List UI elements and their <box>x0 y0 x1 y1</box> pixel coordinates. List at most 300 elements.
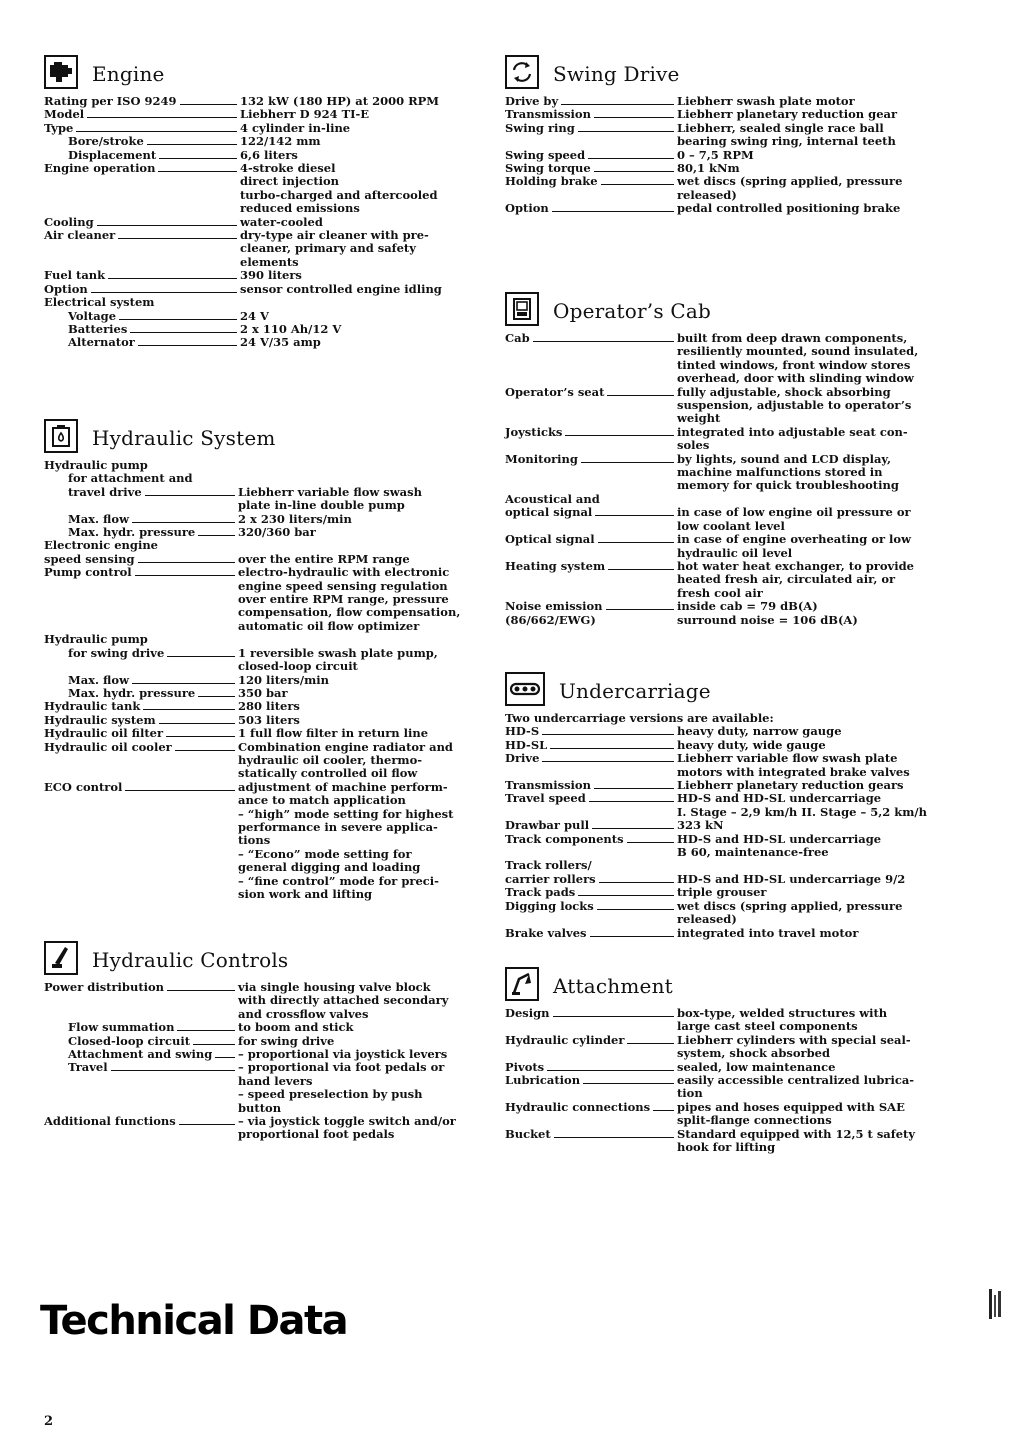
spec-label: Model <box>44 107 85 122</box>
attachment-title: Attachment <box>553 974 673 998</box>
spec-row <box>505 779 975 792</box>
spec-row <box>44 459 494 472</box>
spec-value: 24 V/35 amp <box>240 335 321 350</box>
spec-label: Alternator <box>68 335 135 350</box>
leader-line <box>627 833 674 843</box>
spec-label: Type <box>44 120 74 135</box>
spec-label: HD-S <box>505 724 540 739</box>
spec-row <box>505 1128 975 1155</box>
leader-line <box>554 1128 674 1138</box>
spec-row <box>505 739 975 752</box>
spec-label: Hydraulic pump <box>44 632 148 647</box>
spec-label: Design <box>505 1006 550 1020</box>
leader-line <box>597 900 674 910</box>
spec-value: hot water heat exchanger, to provide heated fresh air, circulated air, or fresh cool air <box>677 558 914 600</box>
spec-row <box>505 122 975 149</box>
spec-row <box>505 1007 975 1034</box>
spec-label: Transmission <box>505 107 591 122</box>
spec-value: 24 V <box>240 308 269 323</box>
cab-icon <box>505 292 539 326</box>
spec-row <box>44 135 494 148</box>
leader-line <box>167 647 235 657</box>
spec-row <box>505 560 975 600</box>
spec-label: Drive <box>505 751 540 766</box>
swing-drive-specs <box>505 95 975 216</box>
hydraulic-system-specs <box>44 459 494 901</box>
spec-value: 0 – 7,5 RPM <box>677 147 754 162</box>
hydraulic-system-header <box>44 409 494 455</box>
spec-label-wrap <box>44 1021 238 1034</box>
spec-value: triple grouser <box>677 885 767 900</box>
spec-label-wrap <box>505 453 677 493</box>
spec-value: easily accessible centralized lubrica- tion <box>677 1073 915 1101</box>
spec-value: 2 x 230 liters/min <box>238 511 352 526</box>
leader-line <box>108 269 237 279</box>
spec-value: built from deep drawn components, resiliently mounted, sound insulated, tinted windows, front window stores overhead, door with slinding window <box>677 331 919 386</box>
spec-value: Liebherr, sealed single race ball bearing swing ring, internal teeth <box>677 120 896 149</box>
leader-line <box>533 332 674 342</box>
spec-label: Cooling <box>44 214 94 229</box>
spec-value: Liebherr planetary reduction gears <box>677 778 904 793</box>
spec-row <box>505 175 975 202</box>
spec-row <box>44 741 494 781</box>
spec-label: Cab <box>505 331 530 345</box>
spec-row <box>44 216 494 229</box>
spec-label-wrap <box>505 1074 677 1101</box>
spec-label: for attachment and <box>68 471 193 486</box>
spec-label: Flow summation <box>68 1020 175 1035</box>
leader-line <box>590 927 675 937</box>
leader-line <box>138 553 235 563</box>
spec-value: surround noise = 106 dB(A) <box>677 612 858 627</box>
spec-value: 4 cylinder in-line <box>240 120 351 135</box>
spec-label-wrap <box>505 752 677 779</box>
spec-label-wrap <box>505 900 677 927</box>
spec-value: HD-S and HD-SL undercarriage I. Stage – 2,9 km/h II. Stage – 5,2 km/h <box>677 791 927 819</box>
undercarriage-header <box>505 662 975 708</box>
spec-label-wrap <box>505 927 677 940</box>
leader-line <box>589 792 674 802</box>
spec-value: 1 reversible swash plate pump, closed-loop circuit <box>238 645 438 674</box>
spec-label: Hydraulic system <box>44 712 156 727</box>
spec-label-wrap <box>44 647 238 674</box>
attachment-section <box>505 957 975 1154</box>
spec-label-wrap <box>505 493 677 506</box>
engine-section <box>44 45 494 375</box>
spec-row <box>44 283 494 296</box>
spec-row <box>505 886 975 899</box>
boom-arm-icon <box>505 967 539 1001</box>
spec-value: fully adjustable, shock absorbing suspension, adjustable to operator’s weight <box>677 384 912 426</box>
spec-label-wrap <box>505 725 677 738</box>
spec-label: Brake valves <box>505 925 587 940</box>
undercarriage-intro: Two undercarriage versions are available: <box>505 711 774 725</box>
spec-row <box>44 229 494 269</box>
spec-label-wrap <box>44 727 238 740</box>
spec-row <box>44 149 494 162</box>
leader-line <box>118 229 237 239</box>
spec-row <box>44 674 494 687</box>
spec-value: 350 bar <box>238 685 288 700</box>
spec-value: inside cab = 79 dB(A) <box>677 599 818 614</box>
leader-line <box>553 1007 674 1017</box>
spec-label: Electronic engine <box>44 538 158 553</box>
leader-line <box>581 453 674 463</box>
leader-line <box>606 600 674 610</box>
spec-label: Hydraulic oil cooler <box>44 739 172 754</box>
spec-row <box>44 513 494 526</box>
spec-value: 320/360 bar <box>238 525 316 540</box>
spec-label: Bucket <box>505 1126 551 1141</box>
hydraulic-controls-header <box>44 931 494 977</box>
spec-label-wrap <box>44 269 240 282</box>
spec-value: 6,6 liters <box>240 147 298 162</box>
spec-label-wrap <box>505 149 677 162</box>
spec-label: carrier rollers <box>505 871 596 886</box>
spec-row <box>505 873 975 886</box>
spec-label: Max. hydr. pressure <box>68 525 196 540</box>
spec-label-wrap <box>44 472 238 485</box>
spec-row <box>505 453 975 493</box>
spec-label-wrap <box>505 614 677 627</box>
spec-label: Hydraulic connections <box>505 1099 651 1114</box>
spec-label: Acoustical and <box>505 491 600 506</box>
spec-value: Liebherr cylinders with special seal- system, shock absorbed <box>677 1032 911 1061</box>
spec-row <box>44 122 494 135</box>
leader-line <box>595 506 674 516</box>
spec-row <box>44 1035 494 1048</box>
spec-value: heavy duty, narrow gauge <box>677 724 842 739</box>
spec-value: 120 liters/min <box>238 672 330 687</box>
spec-label-wrap <box>44 296 240 309</box>
spec-label: Max. flow <box>68 511 129 526</box>
swing-drive-section <box>505 45 975 260</box>
spec-row <box>505 386 975 426</box>
spec-row <box>505 108 975 121</box>
spec-row <box>44 981 494 1021</box>
spec-row <box>44 526 494 539</box>
swing-drive-header <box>505 45 975 91</box>
spec-row <box>505 1074 975 1101</box>
spec-label-wrap <box>44 539 238 552</box>
spec-label: Attachment and swing <box>68 1047 213 1062</box>
spec-label: Batteries <box>68 321 128 336</box>
spec-label-wrap <box>505 779 677 792</box>
spec-label: for swing drive <box>68 645 165 660</box>
spec-label: Track components <box>505 831 624 846</box>
spec-label: Track pads <box>505 885 576 900</box>
leader-line <box>601 175 674 185</box>
spec-row <box>505 900 975 927</box>
spec-value <box>238 459 494 472</box>
leader-line <box>583 1074 674 1084</box>
operators-cab-section <box>505 282 975 662</box>
leader-line <box>198 687 235 697</box>
spec-value: 280 liters <box>238 699 300 714</box>
leader-line <box>627 1034 674 1044</box>
spec-value: 323 kN <box>677 818 724 833</box>
spec-row <box>505 833 975 860</box>
leader-line <box>594 779 674 789</box>
leader-line <box>542 752 674 762</box>
spec-label: Bore/stroke <box>68 134 144 149</box>
spec-label: ECO control <box>44 779 123 794</box>
spec-value: water-cooled <box>240 214 323 229</box>
spec-label-wrap <box>505 859 677 872</box>
hydraulic-controls-specs <box>44 981 494 1142</box>
spec-label-wrap <box>505 533 677 560</box>
spec-label: Hydraulic tank <box>44 699 141 714</box>
spec-row <box>505 614 975 627</box>
left-column <box>44 45 494 1151</box>
spec-value: sensor controlled engine idling <box>240 281 442 296</box>
leader-line <box>159 149 237 159</box>
spec-label: Air cleaner <box>44 228 116 243</box>
leader-line <box>158 162 237 172</box>
spec-value: for swing drive <box>238 1033 335 1048</box>
hydraulic-system-section <box>44 409 494 919</box>
spec-label: Drawbar pull <box>505 818 590 833</box>
spec-label-wrap <box>44 700 238 713</box>
spec-label: Swing torque <box>505 161 591 176</box>
leader-line <box>180 95 238 105</box>
leader-line <box>125 781 235 791</box>
spec-label: Max. hydr. pressure <box>68 685 196 700</box>
spec-label: Swing speed <box>505 147 586 162</box>
spec-value: Combination engine radiator and hydraulic oil cooler, thermo- statically controlled oil flow <box>238 739 453 781</box>
leader-line <box>119 310 237 320</box>
spec-row <box>44 781 494 902</box>
spec-label: Pivots <box>505 1059 545 1074</box>
spec-label-wrap <box>44 135 240 148</box>
spec-label: Track rollers/ <box>505 858 592 873</box>
spec-row <box>44 472 494 485</box>
spec-label: Swing ring <box>505 120 575 135</box>
spec-row <box>505 95 975 108</box>
spec-row <box>44 1061 494 1115</box>
spec-row <box>505 600 975 613</box>
leader-line <box>130 323 237 333</box>
spec-label: Lubrication <box>505 1073 581 1088</box>
spec-label-wrap <box>505 95 677 108</box>
spec-label: Travel speed <box>505 791 586 806</box>
undercarriage-section <box>505 662 975 957</box>
spec-value: Liebherr swash plate motor <box>677 94 855 108</box>
spec-value: Liebherr D 924 TI-E <box>240 107 370 122</box>
operators-cab-header <box>505 282 975 328</box>
spec-label-wrap <box>505 739 677 752</box>
spec-value <box>238 472 494 485</box>
leader-line <box>594 108 674 118</box>
spec-row <box>44 323 494 336</box>
spec-label-wrap <box>505 1007 677 1034</box>
spec-label-wrap <box>44 323 240 336</box>
spec-label: Engine operation <box>44 161 156 176</box>
operators-cab-specs <box>505 332 975 627</box>
leader-line <box>653 1101 674 1111</box>
spec-label: Drive by <box>505 94 559 108</box>
leader-line <box>167 981 235 991</box>
spec-row <box>44 269 494 282</box>
spec-row <box>44 1048 494 1061</box>
spec-row <box>505 162 975 175</box>
leader-line <box>138 336 237 346</box>
spec-value: Liebherr planetary reduction gear <box>677 107 898 122</box>
spec-row <box>505 332 975 386</box>
spec-row <box>44 486 494 513</box>
spec-label: Travel <box>68 1060 108 1075</box>
spec-value: box-type, welded structures with large cast steel components <box>677 1006 888 1034</box>
leader-line <box>177 1021 235 1031</box>
spec-label: Heating system <box>505 558 606 573</box>
spec-value: Standard equipped with 12,5 t safety hook for lifting <box>677 1126 916 1155</box>
spec-value: electro-hydraulic with electronic engine speed sensing regulation over entire RPM range, pressure compensation, flow compensation, automatic oil flow optimizer <box>238 565 461 633</box>
leader-line <box>607 386 674 396</box>
operators-cab-title: Operator’s Cab <box>553 299 711 323</box>
engine-header <box>44 45 494 91</box>
spec-label-wrap <box>44 486 238 513</box>
page-number: 2 <box>44 1414 54 1429</box>
spec-label-wrap <box>44 459 238 472</box>
spec-row <box>505 149 975 162</box>
spec-label: Closed-loop circuit <box>68 1033 191 1048</box>
spec-value: via single housing valve block with directly attached secondary and crossflow valves <box>238 980 449 1021</box>
spec-value: to boom and stick <box>238 1020 354 1035</box>
spec-label-wrap <box>505 332 677 386</box>
spec-label-wrap <box>44 122 240 135</box>
page-title: Technical Data <box>40 1298 348 1344</box>
spec-row <box>505 725 975 738</box>
leader-line <box>552 202 674 212</box>
leader-line <box>592 819 674 829</box>
spec-value: 2 x 110 Ah/12 V <box>240 321 342 336</box>
spec-label-wrap <box>505 1101 677 1128</box>
spec-row <box>44 296 494 309</box>
spec-label-wrap <box>505 886 677 899</box>
attachment-specs <box>505 1007 975 1154</box>
leader-line <box>594 162 674 172</box>
spec-label-wrap <box>505 560 677 600</box>
spec-label-wrap <box>44 1048 238 1061</box>
spec-label: Option <box>505 201 549 216</box>
spec-value: HD-S and HD-SL undercarriage 9/2 <box>677 871 906 886</box>
spec-label: Joysticks <box>505 424 563 439</box>
spec-label: Hydraulic pump <box>44 458 148 472</box>
spec-value: in case of engine overheating or low hydraulic oil level <box>677 532 911 560</box>
leader-line <box>97 216 237 226</box>
spec-value <box>238 633 494 646</box>
leader-line <box>76 122 237 132</box>
spec-value <box>238 539 494 552</box>
leader-line <box>561 95 674 105</box>
spec-value: 503 liters <box>238 712 300 727</box>
leader-line <box>143 700 235 710</box>
spec-value <box>677 859 975 872</box>
spec-label: optical signal <box>505 505 593 520</box>
right-column <box>505 45 975 1154</box>
spec-row <box>505 1101 975 1128</box>
spec-label: travel drive <box>68 484 142 499</box>
spec-value: integrated into adjustable seat con- soles <box>677 424 908 453</box>
spec-row <box>505 1061 975 1074</box>
spec-row <box>44 633 494 646</box>
spec-label-wrap <box>505 600 677 613</box>
spec-row <box>44 336 494 349</box>
spec-row <box>44 714 494 727</box>
spec-label-wrap <box>44 229 240 269</box>
spec-value: – via joystick toggle switch and/or proportional foot pedals <box>238 1114 456 1142</box>
spec-value: 1 full flow filter in return line <box>238 726 429 741</box>
spec-label: Hydraulic cylinder <box>505 1032 625 1047</box>
spec-label-wrap <box>505 162 677 175</box>
spec-value: Liebherr variable flow swash plate in-line double pump <box>238 484 422 513</box>
spec-label-wrap <box>44 108 240 121</box>
spec-label-wrap <box>44 674 238 687</box>
spec-row <box>505 1034 975 1061</box>
leader-line <box>179 1115 235 1125</box>
leader-line <box>598 533 674 543</box>
spec-label-wrap <box>44 283 240 296</box>
spec-value: pipes and hoses equipped with SAE split-flange connections <box>677 1099 905 1128</box>
leader-line <box>166 727 235 737</box>
spec-label-wrap <box>44 687 238 700</box>
spec-row <box>44 727 494 740</box>
spec-label-wrap <box>505 122 677 149</box>
spec-label-wrap <box>44 336 240 349</box>
spec-label-wrap <box>44 566 238 633</box>
swing-arrows-icon <box>505 55 539 89</box>
spec-value: HD-S and HD-SL undercarriage B 60, maintenance-free <box>677 831 882 860</box>
spec-value: 80,1 kNm <box>677 161 740 176</box>
leader-line <box>215 1048 235 1058</box>
engine-title: Engine <box>92 62 165 86</box>
spec-label-wrap <box>44 95 240 108</box>
spec-label: Rating per ISO 9249 <box>44 94 177 108</box>
spec-label: Pump control <box>44 565 132 580</box>
leader-line <box>135 566 235 576</box>
spec-value: 390 liters <box>240 268 302 283</box>
leader-line <box>578 886 674 896</box>
spec-row <box>44 566 494 633</box>
joystick-icon <box>44 941 78 975</box>
spec-label-wrap <box>44 162 240 216</box>
leader-line <box>550 739 674 749</box>
spec-value: adjustment of machine perform- ance to match application – “high” mode setting for highest performance in severe applica- tions – “Econo” mode setting for general digging and loading – “fine control” mode for preci- sion work and lifting <box>238 779 454 901</box>
spec-row <box>44 539 494 552</box>
leader-line <box>565 426 674 436</box>
spec-label-wrap <box>44 633 238 646</box>
spec-label-wrap <box>44 310 240 323</box>
swing-drive-title: Swing Drive <box>553 62 680 86</box>
leader-line <box>547 1061 674 1071</box>
hydraulic-controls-section <box>44 931 494 1151</box>
spec-row <box>44 310 494 323</box>
spec-label-wrap <box>505 386 677 426</box>
hydraulic-tank-icon <box>44 419 78 453</box>
spec-label: Power distribution <box>44 980 165 994</box>
leader-line <box>145 486 235 496</box>
spec-value: wet discs (spring applied, pressure released) <box>677 174 903 202</box>
spec-label-wrap <box>505 819 677 832</box>
spec-value: – proportional via foot pedals or hand levers – speed preselection by push button <box>238 1060 445 1115</box>
spec-row <box>505 859 975 872</box>
spec-label-wrap <box>505 506 677 533</box>
hydraulic-system-title: Hydraulic System <box>92 426 276 450</box>
spec-label-wrap <box>505 1061 677 1074</box>
spec-value: dry-type air cleaner with pre- cleaner, primary and safety elements <box>240 228 429 269</box>
spec-label: Monitoring <box>505 451 578 466</box>
spec-label: Noise emission <box>505 599 603 614</box>
